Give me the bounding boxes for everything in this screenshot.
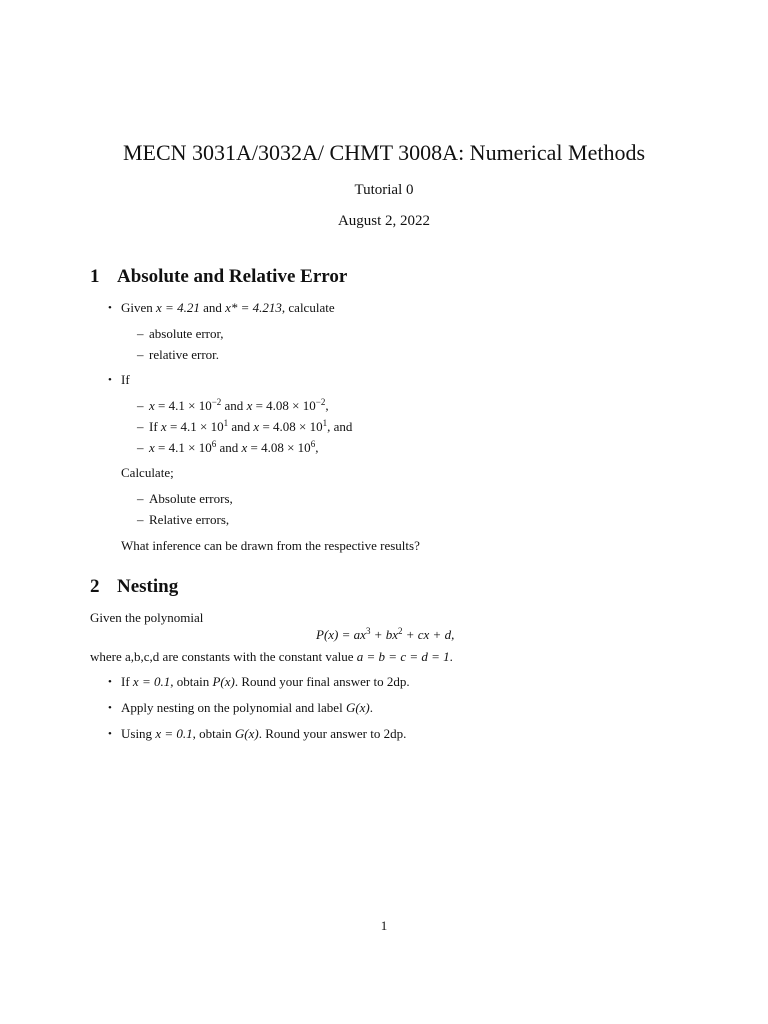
exponent: 1 — [322, 418, 328, 428]
text: , calculate — [281, 300, 335, 315]
math-term: + cx + d, — [402, 627, 455, 642]
section-number: 1 — [90, 266, 100, 287]
dash-marker: – — [137, 326, 144, 341]
exponent: 1 — [223, 418, 229, 428]
sub-list-item: Absolute errors, — [149, 491, 233, 506]
text: and — [199, 300, 226, 315]
polynomial-equation — [316, 627, 454, 643]
section-number: 2 — [90, 576, 100, 597]
list-item — [121, 300, 335, 316]
text: . — [369, 700, 374, 715]
exponent: −2 — [315, 397, 326, 407]
math-expression: G(x) — [345, 700, 370, 715]
bullet-marker: • — [108, 676, 112, 688]
math-expression: x* = 4.213 — [225, 300, 282, 315]
bullet-marker: • — [108, 302, 112, 314]
dash-marker: – — [137, 419, 144, 434]
dash-marker: – — [137, 398, 144, 413]
page-number: 1 — [380, 918, 388, 933]
math-expression: P(x) — [212, 674, 235, 689]
exponent: 6 — [310, 439, 316, 449]
math-expression: x = 0.1 — [155, 726, 193, 741]
exponent: 3 — [365, 626, 371, 636]
math-var: x — [253, 419, 260, 434]
sub-list-item — [149, 419, 352, 435]
list-item — [121, 700, 373, 716]
dash-marker: – — [137, 512, 144, 527]
text: and — [216, 440, 242, 455]
text: , — [315, 440, 319, 455]
math-var: x — [160, 419, 167, 434]
math-expression: x = 4.21 — [156, 300, 200, 315]
math-value: = 4.08 × 10 — [252, 398, 316, 413]
list-item: If — [121, 372, 130, 387]
text: If — [149, 419, 161, 434]
math-expression: a = b = c = d = 1 — [356, 649, 450, 664]
bullet-marker: • — [108, 728, 112, 740]
math-var: x — [149, 440, 155, 455]
paragraph: Given the polynomial — [90, 610, 204, 625]
math-var: x — [149, 398, 155, 413]
sub-list-item — [149, 398, 329, 414]
bullet-marker: • — [108, 374, 112, 386]
math-value: = 4.08 × 10 — [247, 440, 311, 455]
math-term: ax — [353, 627, 366, 642]
text: and — [228, 419, 254, 434]
dash-marker: – — [137, 491, 144, 506]
exponent: 6 — [211, 439, 217, 449]
text: Using — [121, 726, 156, 741]
sub-list-item: relative error. — [149, 347, 220, 362]
text: . — [449, 649, 453, 664]
calculate-label: Calculate; — [121, 465, 174, 480]
list-item — [121, 726, 406, 742]
text: where a,b,c,d are constants with the constant value — [90, 649, 357, 664]
section-title: Nesting — [117, 576, 179, 597]
sub-list-item — [149, 440, 318, 456]
page-date: August 2, 2022 — [337, 213, 431, 229]
section-title: Absolute and Relative Error — [117, 266, 348, 287]
inference-question: What inference can be drawn from the respective results? — [121, 538, 420, 553]
math-term: + bx — [370, 627, 398, 642]
text: and — [221, 398, 247, 413]
sub-list-item: Relative errors, — [149, 512, 230, 527]
dash-marker: – — [137, 440, 144, 455]
exponent: 2 — [397, 626, 403, 636]
page-title: MECN 3031A/3032A/ CHMT 3008A: Numerical Methods — [122, 140, 646, 165]
text: . Round your final answer to 2dp. — [234, 674, 410, 689]
section-1-heading — [90, 266, 347, 288]
text: , obtain — [192, 726, 235, 741]
math-var: x — [246, 398, 253, 413]
text: . Round your answer to 2dp. — [258, 726, 407, 741]
math-expression: G(x) — [234, 726, 259, 741]
math-value: = 4.1 × 10 — [166, 419, 224, 434]
text: , and — [327, 419, 353, 434]
page-subtitle: Tutorial 0 — [354, 182, 414, 198]
math-value: = 4.08 × 10 — [259, 419, 323, 434]
math-expression: P(x) = — [316, 627, 354, 642]
section-2-heading — [90, 576, 178, 598]
dash-marker: – — [137, 347, 144, 362]
exponent: −2 — [211, 397, 222, 407]
text: , obtain — [170, 674, 213, 689]
math-value: = 4.1 × 10 — [154, 398, 212, 413]
bullet-marker: • — [108, 702, 112, 714]
text: , — [325, 398, 329, 413]
math-value: = 4.1 × 10 — [154, 440, 212, 455]
math-var: x — [241, 440, 248, 455]
sub-list-item: absolute error, — [149, 326, 224, 341]
text: If — [121, 674, 133, 689]
text: Apply nesting on the polynomial and label — [121, 700, 346, 715]
math-expression: x = 0.1 — [132, 674, 171, 689]
text: Given — [121, 300, 157, 315]
paragraph — [90, 649, 453, 665]
list-item — [121, 674, 410, 690]
